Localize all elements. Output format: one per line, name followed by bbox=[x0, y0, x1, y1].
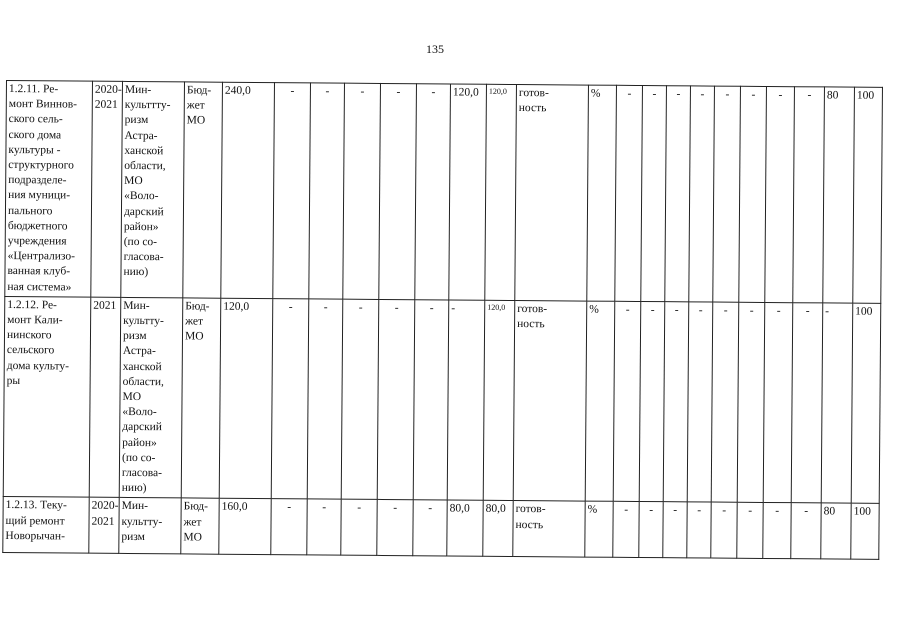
indicator-value-cell-3: - bbox=[663, 502, 687, 558]
indicator-value-cell-2: - bbox=[639, 502, 663, 558]
funding-source-cell: Бюд- жет МО bbox=[181, 298, 221, 499]
program-table bbox=[2, 80, 883, 560]
executor-cell: Мин- культту- ризм Астра- ханской области, МО «Воло- дарский район» (по со- гласова- нию) bbox=[119, 297, 183, 498]
indicator-value-cell-8: - bbox=[791, 503, 821, 559]
indicator-value-cell-7: - bbox=[763, 503, 791, 559]
indicator-value-cell-9: 80 bbox=[821, 503, 851, 559]
indicator-value-cell-10: 100 bbox=[851, 504, 879, 560]
indicator-value-cell-4: - bbox=[687, 302, 713, 503]
funding-year-cell-2: - bbox=[307, 499, 341, 555]
measure-name-cell: 1.2.13. Теку- щий ремонт Новорычан- bbox=[3, 497, 89, 554]
funding-year-cell-4: - bbox=[379, 83, 417, 299]
funding-year-cell-4: - bbox=[377, 299, 415, 500]
funding-source-cell: Бюд- жет МО bbox=[183, 82, 223, 298]
indicator-value-cell-6: - bbox=[739, 86, 767, 302]
indicator-name-cell: готов- ность bbox=[513, 300, 587, 501]
indicator-value-cell-9: 80 bbox=[823, 87, 855, 303]
indicator-name-cell: готов- ность bbox=[515, 85, 589, 301]
funding-year-cell-6: 120,0 bbox=[449, 84, 487, 300]
indicator-value-cell-9: - bbox=[821, 303, 853, 504]
indicator-value-cell-5: - bbox=[711, 503, 737, 559]
funding-year-cell-5: - bbox=[415, 84, 451, 300]
indicator-value-cell-8: - bbox=[793, 87, 825, 303]
indicator-value-cell-6: - bbox=[737, 503, 763, 559]
funding-year-cell-4: - bbox=[377, 500, 413, 556]
indicator-value-cell-10: 100 bbox=[851, 303, 881, 504]
period-cell: 2020- 2021 bbox=[89, 498, 119, 554]
funding-year-cell-1: - bbox=[271, 298, 309, 499]
unit-cell: % bbox=[587, 85, 617, 301]
program-table-wrapper bbox=[2, 80, 875, 547]
funding-year-cell-3: - bbox=[341, 500, 377, 556]
funding-year-cell-2: - bbox=[309, 83, 345, 299]
table-row bbox=[3, 497, 879, 560]
indicator-value-cell-4: - bbox=[689, 86, 715, 302]
indicator-value-cell-3: - bbox=[665, 86, 691, 302]
indicator-value-cell-6: - bbox=[737, 302, 765, 503]
indicator-value-cell-1: - bbox=[613, 502, 639, 558]
unit-cell: % bbox=[585, 502, 613, 558]
funding-year-cell-3: - bbox=[343, 83, 381, 299]
measure-name-cell: 1.2.12. Ре- монт Кали- нинского сельского дома культу- ры bbox=[3, 296, 91, 497]
funding-year-cell-7: 80,0 bbox=[483, 501, 513, 557]
funding-year-cell-3: - bbox=[341, 299, 379, 500]
total-amount-cell: 120,0 bbox=[219, 298, 273, 499]
indicator-value-cell-1: - bbox=[613, 301, 641, 502]
funding-year-cell-5: - bbox=[413, 300, 449, 501]
measure-name-cell: 1.2.11. Ре- монт Виннов- ского сель- ского дома культуры - структурного подразделе- ния муници- пального бюджетного учреждения «Централизо- ванная клуб- ная система» bbox=[5, 81, 93, 298]
funding-year-cell-1: - bbox=[273, 83, 311, 299]
indicator-value-cell-5: - bbox=[713, 86, 741, 302]
total-amount-cell: 160,0 bbox=[219, 499, 271, 555]
table-row bbox=[5, 81, 883, 304]
indicator-value-cell-7: - bbox=[763, 302, 793, 503]
page-number: 135 bbox=[426, 42, 444, 56]
total-amount-cell: 240,0 bbox=[221, 82, 275, 298]
indicator-value-cell-8: - bbox=[791, 303, 823, 504]
funding-year-cell-6: 80,0 bbox=[447, 500, 483, 556]
indicator-value-cell-5: - bbox=[711, 302, 739, 503]
indicator-value-cell-10: 100 bbox=[853, 87, 883, 303]
funding-year-cell-7: 120,0 bbox=[483, 300, 515, 501]
period-cell: 2020- 2021 bbox=[91, 81, 123, 297]
table-row bbox=[3, 296, 881, 504]
executor-cell: Мин- культту- ризм bbox=[119, 498, 181, 554]
indicator-name-cell: готов- ность bbox=[513, 501, 585, 558]
executor-cell: Мин- культтту- ризм Астра- ханской области, МО «Воло- дарский район» (по со- гласова- нию) bbox=[121, 81, 185, 297]
funding-year-cell-1: - bbox=[271, 499, 307, 555]
indicator-value-cell-4: - bbox=[687, 502, 711, 558]
period-cell: 2021 bbox=[89, 297, 121, 498]
indicator-value-cell-3: - bbox=[663, 302, 689, 503]
funding-year-cell-6: - bbox=[447, 300, 485, 501]
indicator-value-cell-7: - bbox=[765, 86, 795, 302]
indicator-value-cell-2: - bbox=[639, 301, 665, 502]
funding-year-cell-7: 120,0 bbox=[485, 84, 517, 300]
funding-source-cell: Бюд- жет МО bbox=[181, 498, 219, 554]
indicator-value-cell-1: - bbox=[615, 85, 643, 301]
indicator-value-cell-2: - bbox=[641, 85, 667, 301]
funding-year-cell-5: - bbox=[413, 500, 447, 556]
funding-year-cell-2: - bbox=[307, 299, 343, 500]
unit-cell: % bbox=[585, 301, 615, 502]
